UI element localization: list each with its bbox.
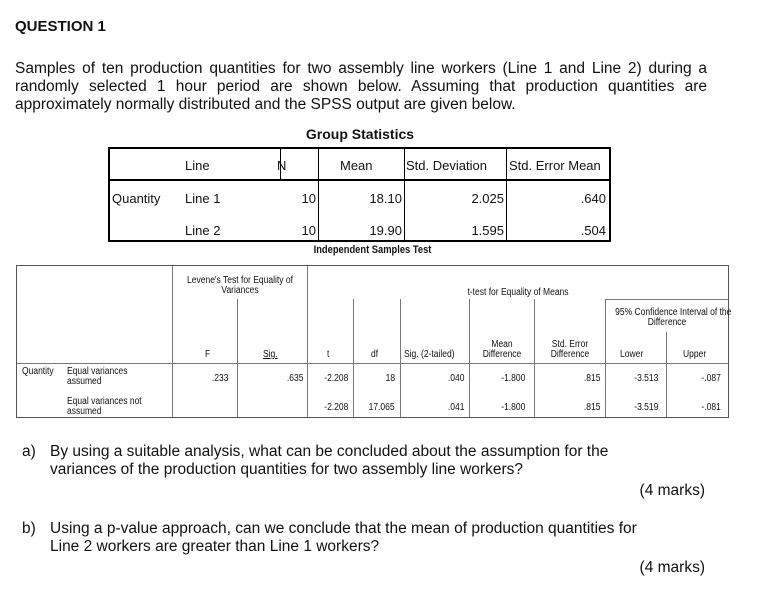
row1-t: -2.208 — [323, 373, 348, 384]
gs-row2-mean: 19.90 — [369, 223, 402, 238]
col-f-header: F — [205, 349, 211, 360]
question-a-label: a) — [22, 443, 36, 460]
row1-sed: .815 — [583, 373, 600, 384]
row1-label: Equal variances assumed — [67, 366, 128, 387]
gs-row2-sem: .504 — [580, 223, 606, 238]
col-lower-header: Lower — [620, 349, 644, 360]
gs-row1-line: Line 1 — [185, 191, 221, 206]
gs-header-sem: Std. Error Mean — [509, 158, 601, 173]
col-sig2-header: Sig. (2-tailed) — [404, 349, 455, 360]
row2-label: Equal variances not assumed — [67, 396, 142, 417]
question-a-text: By using a suitable analysis, what can be concluded about the assumption for the variances of the production quantities for two assembly line workers? — [50, 443, 609, 478]
row1-md: -1.800 — [500, 373, 525, 384]
question-a-marks: (4 marks) — [639, 482, 705, 499]
gs-row2-line: Line 2 — [185, 223, 221, 238]
col-t-header: t — [327, 349, 330, 360]
gs-variable-label: Quantity — [112, 191, 161, 206]
row1-sig2: .040 — [447, 373, 464, 384]
group-statistics-table — [108, 147, 611, 242]
gs-header-sd: Std. Deviation — [406, 158, 487, 173]
row2-df: 17.065 — [368, 402, 395, 413]
gs-header-line: Line — [185, 158, 210, 173]
question-b-label: b) — [22, 520, 36, 537]
group-statistics-title: Group Statistics — [305, 126, 415, 142]
ist-variable-label: Quantity — [22, 366, 54, 377]
ci-header: 95% Confidence Interval of the Difference — [615, 307, 732, 328]
row2-sed: .815 — [583, 402, 600, 413]
row2-lower: -3.519 — [633, 402, 658, 413]
col-df-header: df — [371, 349, 379, 360]
ttest-header: t-test for Equality of Means — [467, 287, 569, 298]
row2-upper: -.081 — [701, 402, 721, 413]
gs-row1-n: 10 — [301, 191, 316, 206]
intro-paragraph: Samples of ten production quantities for two assembly line workers (Line 1 and Line 2) during a randomly selected 1 hour period are shown below. Assuming that production quantities are approximately normally distributed and the SPSS output are given below. — [15, 60, 707, 113]
row1-upper: -.087 — [701, 373, 721, 384]
col-md-header: Mean Difference — [482, 339, 522, 360]
gs-header-mean: Mean — [340, 158, 373, 173]
gs-row1-sem: .640 — [580, 191, 606, 206]
gs-row2-n: 10 — [301, 223, 316, 238]
col-upper-header: Upper — [683, 349, 707, 360]
question-title: QUESTION 1 — [15, 18, 106, 35]
row2-sig2: .041 — [447, 402, 464, 413]
col-sig-header: Sig. — [263, 349, 278, 360]
row1-f: .233 — [211, 373, 228, 384]
row1-df: 18 — [385, 373, 395, 384]
gs-header-n: N — [277, 158, 287, 173]
row1-lower: -3.513 — [633, 373, 658, 384]
col-sed-header: Std. Error Difference — [550, 339, 590, 360]
gs-row2-sd: 1.595 — [471, 223, 504, 238]
question-b-text: Using a p-value approach, can we conclude that the mean of production quantities for Line 2 workers are greater than Line 1 workers? — [50, 520, 637, 555]
independent-samples-test-title: Independent Samples Test — [313, 244, 432, 256]
gs-row1-mean: 18.10 — [369, 191, 402, 206]
gs-row1-sd: 2.025 — [471, 191, 504, 206]
question-b-marks: (4 marks) — [639, 559, 705, 576]
row1-sig: .635 — [286, 373, 303, 384]
levene-header: Levene's Test for Equality of Variances — [187, 275, 293, 296]
independent-samples-test-table — [16, 265, 732, 418]
row2-md: -1.800 — [500, 402, 525, 413]
row2-t: -2.208 — [323, 402, 348, 413]
